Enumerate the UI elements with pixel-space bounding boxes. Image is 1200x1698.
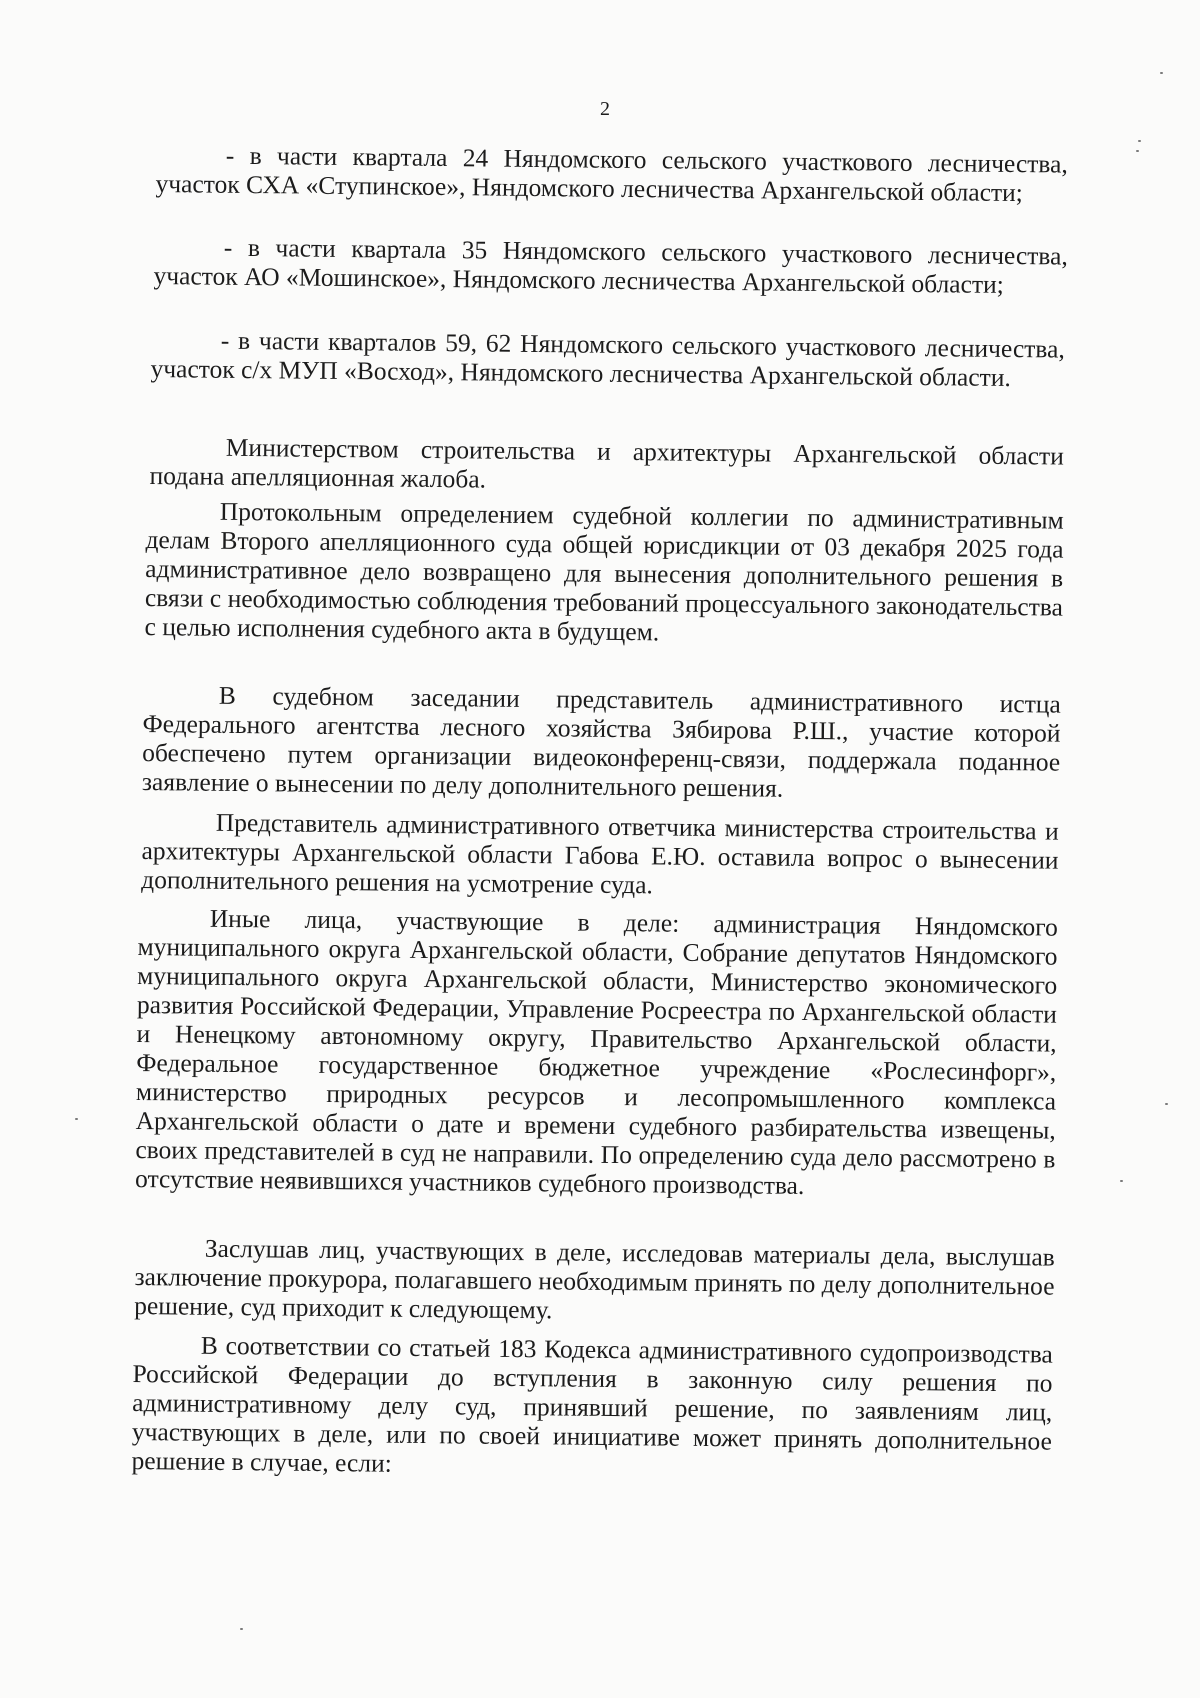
scan-speck: [1120, 1180, 1123, 1182]
paragraph-item-8: Иные лица, участвующие в деле: администрация Няндомского муниципального округа Архангельской области, Собрание депутатов Няндомского муниципального округа Архангельской области, Министерство экономического развития Российской Федерации, Управление Росреестра по Архангельской области и Ненецкому автономному округу, Правительство Архангельской области, Федеральное государственное бюджетное учреждение «Рослесинфорг», министерство природных ресурсов и лесопромышленного комплекса Архангельской области о дате и времени судебного разбирательства извещены, своих представителей в суд не направили. По определению суда дело рассмотрено в отсутствие неявившихся участников судебного производства.: [134, 903, 1058, 1200]
paragraph-item-6: В судебном заседании представитель административного истца Федерального агентства лесного хозяйства Зябирова Р.Ш., участие которой обеспечено путем организации видеоконференц-связи, поддержала поданное заявление о вынесении по делу дополнительного решения.: [141, 680, 1061, 803]
scan-speck: [1165, 1103, 1168, 1105]
scan-speck: [1160, 72, 1163, 74]
paragraph-item-2: - в части квартала 35 Няндомского сельского участкового лесничества, участок АО «Мошинское», Няндомского лесничества Архангельской области;: [153, 232, 1068, 299]
paragraph-item-4: Министерством строительства и архитектуры Архангельской области подана апелляционная жалоба.: [149, 432, 1064, 494]
paragraph-item-10: В соответствии со статьей 183 Кодекса административного судопроизводства Российской Федерации до вступления в законную силу решения по административному делу суд, принявший решение, по заявлениям лиц, участвующих в деле, или по своей инициативе может принять дополнительное решение в случае, если:: [131, 1330, 1053, 1478]
paragraph-item-9: Заслушав лиц, участвующих в деле, исследовав материалы дела, выслушав заключение прокурора, полагавшего необходимым принять по делу дополнительное решение, суд приходит к следующему.: [134, 1233, 1055, 1325]
page-number: 2: [600, 98, 610, 120]
paragraph-item-1: - в части квартала 24 Няндомского сельского участкового лесничества, участок СХА «Ступинское», Няндомского лесничества Архангельской области;: [155, 140, 1068, 208]
scan-speck: [1138, 140, 1141, 142]
scan-speck: [240, 1628, 243, 1630]
scan-speck: [1136, 150, 1139, 152]
paragraph-item-3: - в части кварталов 59, 62 Няндомского сельского участкового лесничества, участок с/х МУП «Восход», Няндомского лесничества Архангельской области.: [150, 325, 1065, 393]
scan-speck: [75, 1118, 78, 1120]
paragraph-item-7: Представитель административного ответчика министерства строительства и архитектуры Архангельской области Габова Е.Ю. оставила вопрос о вынесении дополнительного решения на усмотрение суда.: [141, 807, 1059, 900]
paragraph-item-5: Протокольным определением судебной коллегии по административным делам Второго апелляционного суда общей юрисдикции от 03 декабря 2025 года административное дело возвращено для вынесения дополнительного решения в связи с необходимостью соблюдения требований процессуального законодательства с целью исполнения судебного акта в будущем.: [144, 496, 1064, 647]
